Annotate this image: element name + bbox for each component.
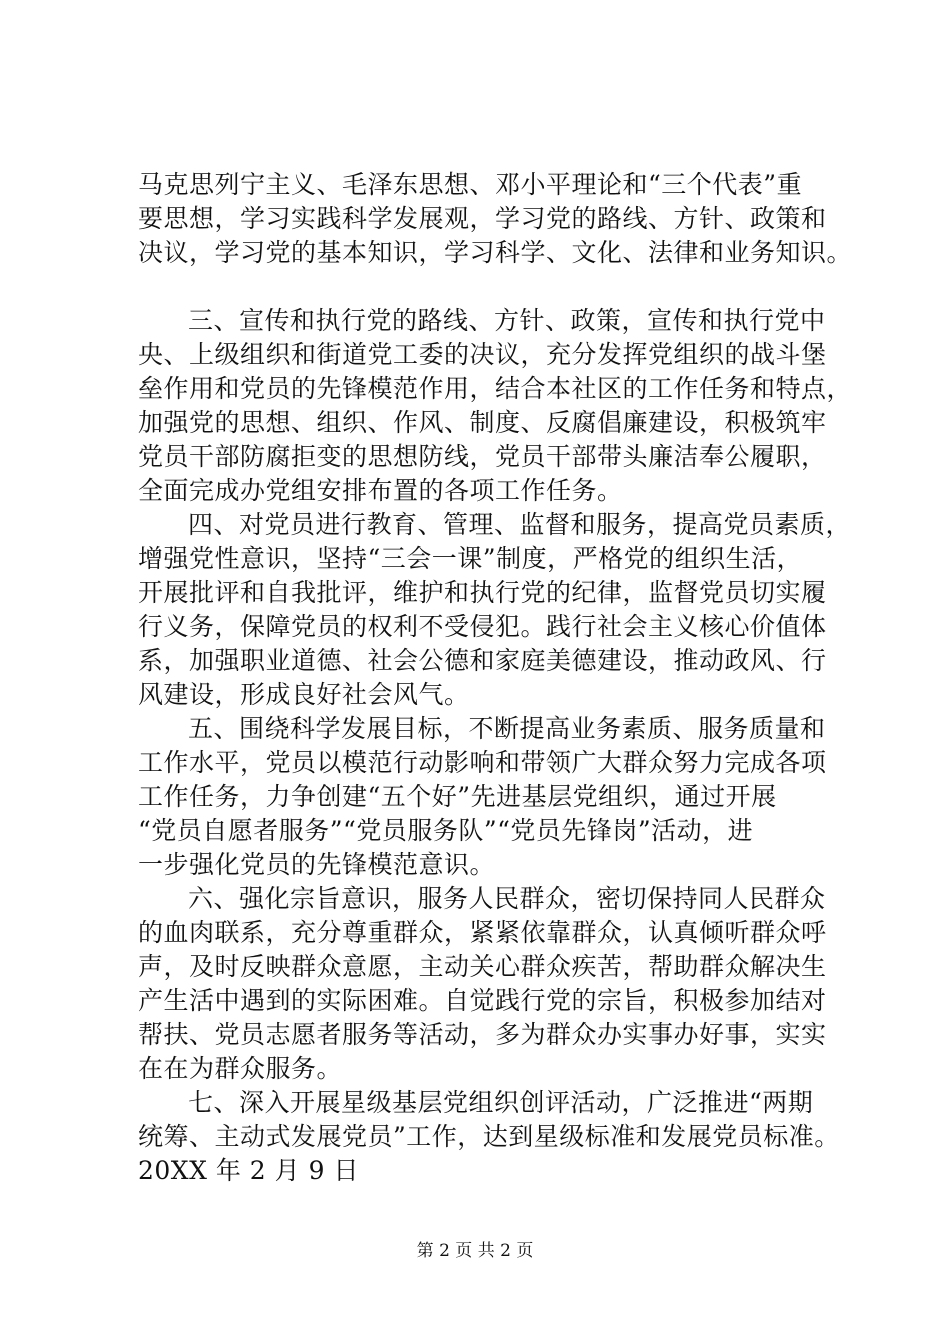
text-line: 开展批评和自我批评，维护和执行党的纪律，监督党员切实履 bbox=[138, 578, 827, 607]
text-line: “党员自愿者服务”“党员服务队”“党员先锋岗”活动，进 bbox=[138, 816, 754, 845]
page-number-footer: 第 2 页 共 2 页 bbox=[416, 1241, 534, 1261]
text-line: 要思想，学习实践科学发展观，学习党的路线、方针、政策和 bbox=[138, 204, 827, 233]
paragraph-2 bbox=[138, 304, 858, 508]
text-line: 声，及时反映群众意愿，主动关心群众疾苦，帮助群众解决生 bbox=[138, 952, 827, 981]
text-line: 统筹、主动式发展党员”工作，达到星级标准和发展党员标准。 bbox=[138, 1122, 840, 1151]
text-line: 的血肉联系，充分尊重群众，紧紧依靠群众，认真倾听群众呼 bbox=[138, 918, 827, 947]
text-line: 马克思列宁主义、毛泽东思想、邓小平理论和“三个代表”重 bbox=[138, 170, 803, 199]
paragraph-3 bbox=[138, 508, 858, 712]
text-line: 全面完成办党组安排布置的各项工作任务。 bbox=[138, 476, 623, 505]
text-line: 工作任务，力争创建“五个好”先进基层党组织，通过开展 bbox=[138, 782, 777, 811]
paragraph-1 bbox=[138, 168, 858, 270]
document-body bbox=[138, 168, 858, 1188]
text-line: 帮扶、党员志愿者服务等活动，多为群众办实事办好事，实实 bbox=[138, 1020, 827, 1049]
text-line: 垒作用和党员的先锋模范作用，结合本社区的工作任务和特点， bbox=[138, 374, 853, 403]
paragraph-4 bbox=[138, 712, 858, 882]
text-line: 六、强化宗旨意识，服务人民群众，密切保持同人民群众 bbox=[188, 884, 826, 913]
text-line: 决议，学习党的基本知识，学习科学、文化、法律和业务知识。 bbox=[138, 238, 853, 267]
text-line: 七、深入开展星级基层党组织创评活动，广泛推进“两期 bbox=[188, 1088, 814, 1117]
text-line: 加强党的思想、组织、作风、制度、反腐倡廉建设，积极筑牢 bbox=[138, 408, 827, 437]
text-line: 四、对党员进行教育、管理、监督和服务，提高党员素质， bbox=[188, 510, 852, 539]
document-date: 20XX 年 2 月 9 日 bbox=[138, 1156, 359, 1185]
text-line: 行义务，保障党员的权利不受侵犯。践行社会主义核心价值体 bbox=[138, 612, 827, 641]
text-line: 增强党性意识，坚持“三会一课”制度，严格党的组织生活， bbox=[138, 544, 803, 573]
paragraph-6 bbox=[138, 1086, 858, 1154]
text-line: 一步强化党员的先锋模范意识。 bbox=[138, 850, 496, 879]
text-line: 党员干部防腐拒变的思想防线，党员干部带头廉洁奉公履职， bbox=[138, 442, 827, 471]
text-line: 三、宣传和执行党的路线、方针、政策，宣传和执行党中 bbox=[188, 306, 826, 335]
text-line: 工作水平，党员以模范行动影响和带领广大群众努力完成各项 bbox=[138, 748, 827, 777]
paragraph-5 bbox=[138, 882, 858, 1086]
text-line: 在在为群众服务。 bbox=[138, 1054, 343, 1083]
text-line: 产生活中遇到的实际困难。自觉践行党的宗旨，积极参加结对 bbox=[138, 986, 827, 1015]
text-line: 五、围绕科学发展目标，不断提高业务素质、服务质量和 bbox=[188, 714, 826, 743]
text-line: 风建设，形成良好社会风气。 bbox=[138, 680, 470, 709]
text-line: 系，加强职业道德、社会公德和家庭美德建设，推动政风、行 bbox=[138, 646, 827, 675]
paragraph-gap bbox=[138, 270, 858, 304]
text-line: 央、上级组织和街道党工委的决议，充分发挥党组织的战斗堡 bbox=[138, 340, 827, 369]
